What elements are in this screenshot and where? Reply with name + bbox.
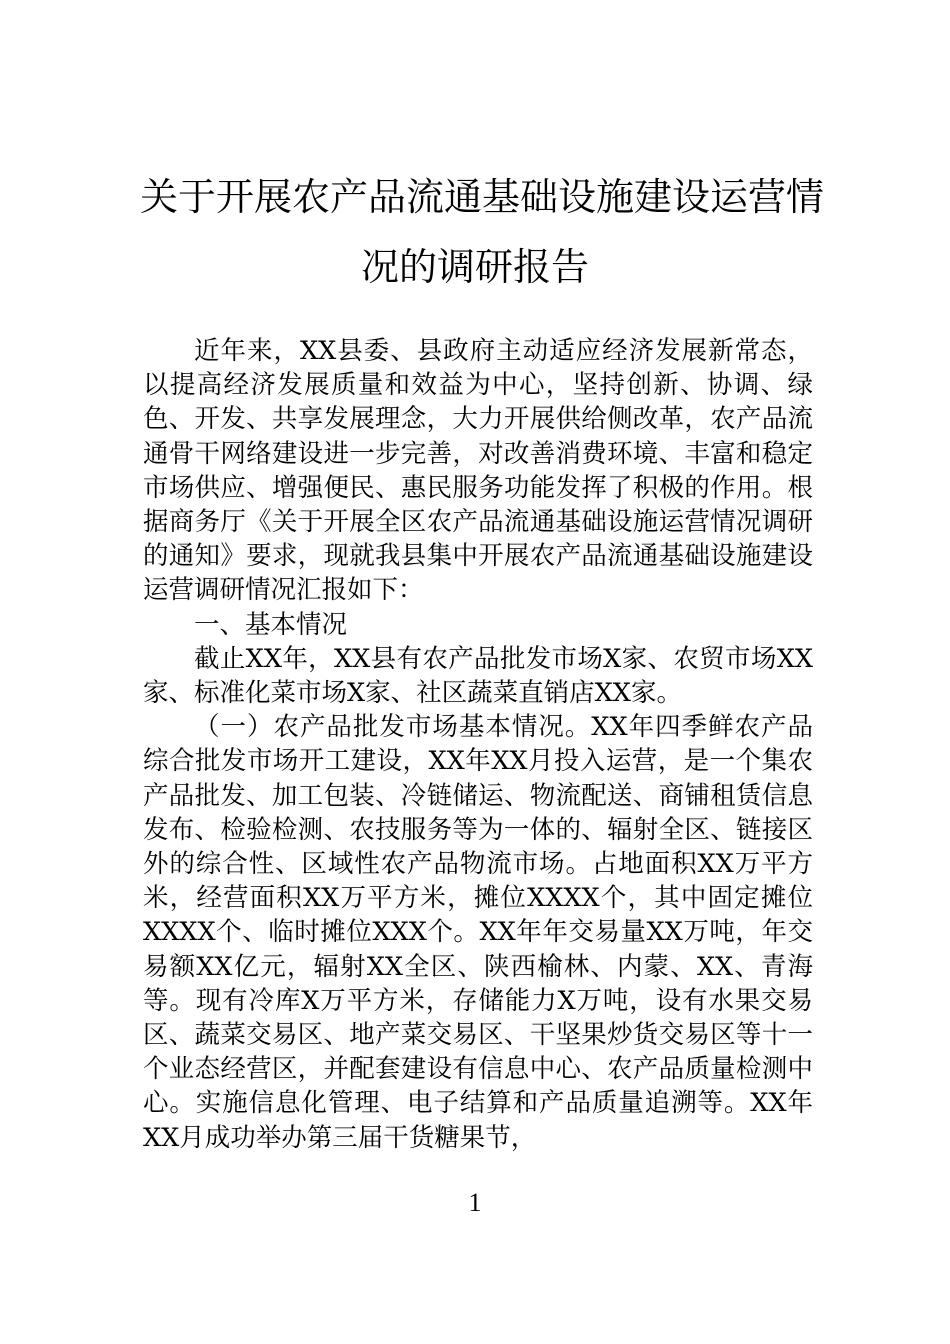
paragraph-wholesale-market: （一）农产品批发市场基本情况。XX年四季鲜农产品综合批发市场开工建设，XX年XX月投入运营，是一个集农产品批发、加工包装、冷链储运、物流配送、商铺租赁信息发布、检验检测、农技服务等为一体的、辐射全区、链接区外的综合性、区域性农产品物流市场。占地面积XX万平方米，经营面积XX万平方米，摊位XXXX个，其中固定摊位XXXX个、临时摊位XXX个。XX年年交易量XX万吨，年交易额XX亿元，辐射XX全区、陕西榆林、内蒙、XX、青海等。现有冷库X万平方米，存储能力X万吨，设有水果交易区、蔬菜交易区、地产菜交易区、干坚果炒货交易区等十一个业态经营区，并配套建设有信息中心、农产品质量检测中心。实施信息化管理、电子结算和产品质量追溯等。XX年XX月成功举办第三届干货糖果节， bbox=[143, 712, 813, 1153]
page-number: 1 bbox=[468, 1188, 482, 1217]
document-title-line-1: 关于开展农产品流通基础设施建设运营情 bbox=[140, 175, 825, 219]
paragraph-market-counts: 截止XX年，XX县有农产品批发市场X家、农贸市场XX家、标准化菜市场X家、社区蔬菜直销店XX家。 bbox=[143, 643, 813, 709]
paragraph-intro: 近年来，XX县委、县政府主动适应经济发展新常态，以提高经济发展质量和效益为中心，坚持创新、协调、绿色、开发、共享发展理念，大力开展供给侧改革，农产品流通骨干网络建设进一步完善，对改善消费环境、丰富和稳定市场供应、增强便民、惠民服务功能发挥了积极的作用。根据商务厅《关于开展全区农产品流通基础设施运营情况调研的通知》要求，现就我县集中开展农产品流通基础设施建设运营调研情况汇报如下： bbox=[143, 336, 813, 606]
document-title-line-2: 况的调研报告 bbox=[360, 245, 589, 289]
section-heading-basic-situation: 一、基本情况 bbox=[194, 609, 348, 640]
document-body bbox=[143, 334, 813, 1155]
